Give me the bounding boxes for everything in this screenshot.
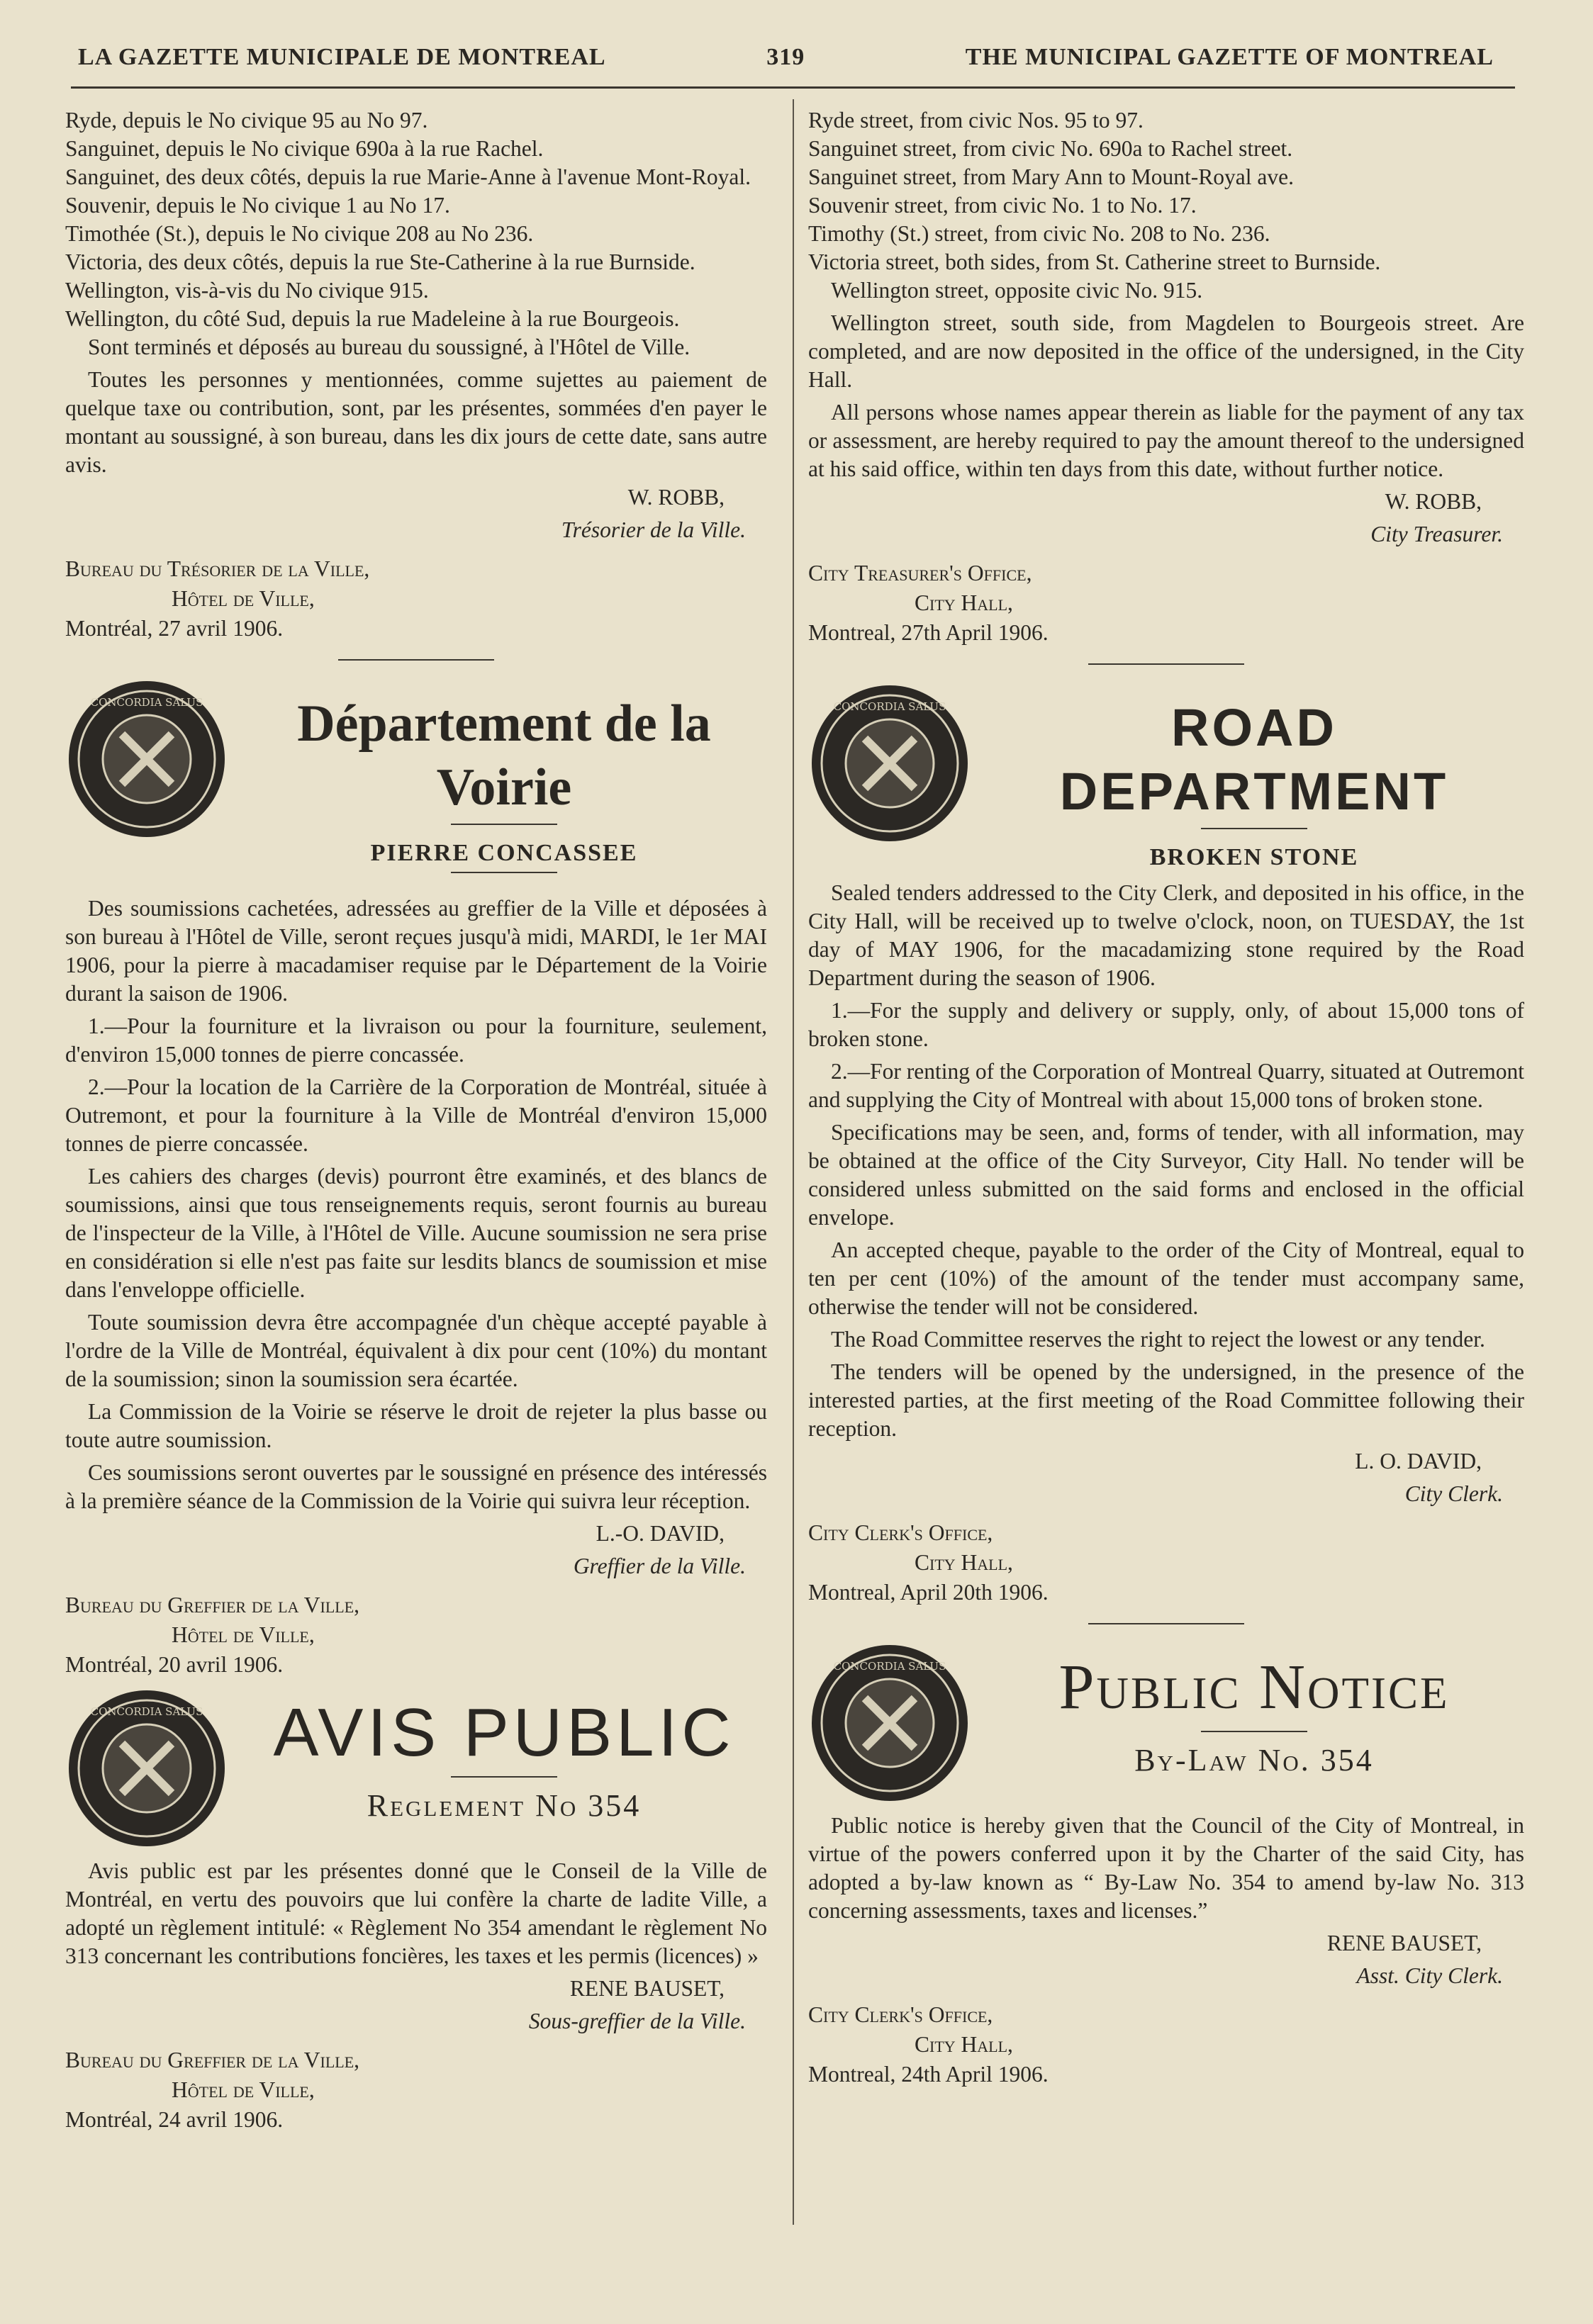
- street-item: Timothée (St.), depuis le No civique 208 au No 236.: [65, 221, 534, 246]
- office-line: Hôtel de Ville,: [172, 2077, 315, 2102]
- street-item: Sanguinet, des deux côtés, depuis la rue Marie-Anne à l'avenue Mont-Royal.: [65, 164, 751, 189]
- paragraph: Avis public est par les présentes donné que le Conseil de la Ville de Montréal, en vertu des pouvoirs que lui confère la charte de ladite Ville, a adopté un règlement intitulé: « Règlement No 354 amendant le règlement No 313 concernant les contributions foncières, les taxes et les permis (licences) »: [65, 1858, 767, 1968]
- office-line: Bureau du Trésorier de la Ville,: [65, 556, 370, 581]
- street-item: Sanguinet street, from Mary Ann to Mount-Royal ave.: [808, 164, 1295, 189]
- title-rule: [1201, 828, 1307, 829]
- svg-text:CONCORDIA SALUS: CONCORDIA SALUS: [90, 696, 203, 709]
- street-item: Sanguinet, depuis le No civique 690a à la rue Rachel.: [65, 136, 544, 161]
- street-item: Wellington, vis-à-vis du No civique 915.: [65, 278, 429, 303]
- notice-title: Département de la Voirie: [297, 695, 711, 816]
- paragraph: Toute soumission devra être accompagnée d'un chèque accepté payable à l'ordre de la Ville de Montréal, équivalent à dix pour cent (10%) du montant de la soumission; sinon la soumission sera écartée.: [65, 1310, 767, 1391]
- city-seal-icon: [65, 1687, 228, 1850]
- signature-title: Sous-greffier de la Ville.: [528, 2009, 746, 2033]
- separator-rule: [338, 659, 494, 661]
- signature-title: City Treasurer.: [1370, 522, 1503, 546]
- office-date: Montreal, April 20th 1906.: [808, 1580, 1049, 1605]
- city-seal-icon: [808, 1641, 971, 1804]
- signature-name: L. O. DAVID,: [1355, 1449, 1482, 1473]
- voirie-header: [65, 678, 767, 887]
- paragraph: Wellington street, south side, from Magdelen to Bourgeois street. Are completed, and are now deposited in the office of the undersigned, in the City Hall.: [808, 310, 1524, 392]
- street-list-fr: [65, 106, 767, 333]
- paragraph: Sont terminés et déposés au bureau du soussigné, à l'Hôtel de Ville.: [88, 335, 691, 359]
- office-line: Hôtel de Ville,: [172, 586, 315, 611]
- separator-rule: [1088, 1623, 1244, 1624]
- paragraph: 1.—For the supply and delivery or supply, only, of about 15,000 tons of broken stone.: [808, 998, 1524, 1051]
- office-date: Montréal, 20 avril 1906.: [65, 1652, 284, 1677]
- paragraph: The Road Committee reserves the right to reject the lowest or any tender.: [831, 1327, 1485, 1352]
- office-date: Montréal, 24 avril 1906.: [65, 2107, 284, 2132]
- office-line: City Clerk's Office,: [808, 1520, 993, 1545]
- road-title-block: [984, 682, 1524, 872]
- paragraph: Wellington street, opposite civic No. 915.: [831, 278, 1203, 303]
- office-date: Montreal, 24th April 1906.: [808, 2062, 1049, 2087]
- street-item: Ryde, depuis le No civique 95 au No 97.: [65, 108, 428, 133]
- notice-subtitle: BROKEN STONE: [1149, 844, 1359, 870]
- signature-name: L.-O. DAVID,: [596, 1521, 725, 1546]
- office-line: City Hall,: [915, 590, 1013, 615]
- street-item: Victoria, des deux côtés, depuis la rue Ste-Catherine à la rue Burnside.: [65, 249, 695, 274]
- office-line: City Clerk's Office,: [808, 2002, 993, 2027]
- header-french-title: LA GAZETTE MUNICIPALE DE MONTREAL: [78, 44, 606, 70]
- title-rule: [451, 1776, 557, 1778]
- city-seal-icon: [808, 682, 971, 845]
- running-header: [78, 44, 1494, 71]
- paragraph: Sealed tenders addressed to the City Clerk, and deposited in his office, in the City Hall, will be received up to twelve o'clock, noon, on TUESDAY, the 1st day of MAY 1906, for the macadamizing stone required by the Road Department during the season of 1906.: [808, 880, 1524, 990]
- public-notice-title-block: [984, 1641, 1524, 1778]
- french-column: [65, 106, 767, 2135]
- english-column: [808, 106, 1524, 2089]
- paragraph: Specifications may be seen, and, forms of tender, with all information, may be obtained at the office of the City Surveyor, City Hall. No tender will be considered unless submitted on the said forms and enclosed in the official envelope.: [808, 1120, 1524, 1230]
- office-date: Montréal, 27 avril 1906.: [65, 616, 284, 641]
- svg-text:CONCORDIA SALUS: CONCORDIA SALUS: [833, 700, 946, 713]
- street-item: Souvenir street, from civic No. 1 to No. 17.: [808, 193, 1197, 218]
- office-line: City Hall,: [915, 2032, 1013, 2057]
- notice-subtitle: PIERRE CONCASSEE: [370, 840, 638, 866]
- signature-title: Asst. City Clerk.: [1356, 1963, 1503, 1988]
- office-line: City Hall,: [915, 1550, 1013, 1575]
- street-list-en: [808, 106, 1524, 276]
- street-item: Timothy (St.) street, from civic No. 208 to No. 236.: [808, 221, 1270, 246]
- paragraph: An accepted cheque, payable to the order of the City of Montreal, equal to ten per cent (10%) of the amount of the tender must accompany same, otherwise the tender will not be considered.: [808, 1237, 1524, 1319]
- office-line: Bureau du Greffier de la Ville,: [65, 1593, 360, 1617]
- page-number: 319: [766, 44, 805, 70]
- notice-title: ROAD DEPARTMENT: [1059, 698, 1449, 821]
- svg-text:CONCORDIA SALUS: CONCORDIA SALUS: [90, 1705, 203, 1718]
- signature-title: Trésorier de la Ville.: [561, 517, 746, 542]
- title-rule: [1201, 1731, 1307, 1732]
- public-notice-header: [808, 1641, 1524, 1804]
- title-rule: [451, 824, 557, 825]
- paragraph: Public notice is hereby given that the Council of the City of Montreal, in virtue of the powers conferred upon it by the Charter of the said City, has adopted a by-law known as “ By-Law No. 354 to amend by-law No. 313 concerning assessments, taxes and licenses.”: [808, 1813, 1524, 1923]
- paragraph: Toutes les personnes y mentionnées, comme sujettes au paiement de quelque taxe ou contribution, sont, par les présentes, sommées d'en payer le montant au soussigné, à son bureau, dans les dix jours de cette date, sans autre avis.: [65, 367, 767, 477]
- notice-subtitle: Reglement No 354: [367, 1788, 642, 1823]
- city-seal-icon: [65, 678, 228, 841]
- signature-name: RENE BAUSET,: [1326, 1931, 1482, 1955]
- paragraph: 2.—Pour la location de la Carrière de la Corporation de Montréal, située à Outremont, et pour la fourniture à la Ville de Montréal d'environ 15,000 tonnes de pierre concassée.: [65, 1074, 767, 1156]
- paragraph: Des soumissions cachetées, adressées au greffier de la Ville et déposées à son bureau à l'Hôtel de Ville, seront reçues jusqu'à midi, MARDI, le 1er MAI 1906, pour la pierre à macadamiser requise par le Département de la Voirie durant la saison de 1906.: [65, 896, 767, 1006]
- street-item: Ryde street, from civic Nos. 95 to 97.: [808, 108, 1144, 133]
- office-date: Montreal, 27th April 1906.: [808, 620, 1049, 645]
- paragraph: The tenders will be opened by the undersigned, in the presence of the interested parties, at the first meeting of the Road Committee following their reception.: [808, 1359, 1524, 1441]
- road-header: [808, 682, 1524, 872]
- signature-name: W. ROBB,: [1385, 489, 1482, 514]
- signature-title: City Clerk.: [1404, 1481, 1503, 1506]
- signature-name: W. ROBB,: [627, 485, 725, 510]
- street-item: Sanguinet street, from civic No. 690a to Rachel street.: [808, 136, 1293, 161]
- separator-rule: [1088, 663, 1244, 665]
- title-rule: [451, 872, 557, 873]
- paragraph: All persons whose names appear therein as liable for the payment of any tax or assessment, are hereby required to pay the amount thereof to the undersigned at his said office, within ten days from this date, without further notice.: [808, 400, 1524, 481]
- office-line: Hôtel de Ville,: [172, 1622, 315, 1647]
- paragraph: Ces soumissions seront ouvertes par le soussigné en présence des intéressés à la première séance de la Commission de la Voirie qui suivra leur réception.: [65, 1460, 767, 1513]
- office-line: Bureau du Greffier de la Ville,: [65, 2048, 360, 2072]
- signature-title: Greffier de la Ville.: [573, 1554, 746, 1578]
- voirie-title-block: [241, 678, 767, 887]
- avis-header: [65, 1687, 767, 1850]
- street-item: Wellington, du côté Sud, depuis la rue Madeleine à la rue Bourgeois.: [65, 306, 680, 331]
- header-english-title: THE MUNICIPAL GAZETTE OF MONTREAL: [965, 44, 1494, 70]
- column-divider: [793, 99, 794, 2225]
- paragraph: 2.—For renting of the Corporation of Montreal Quarry, situated at Outremont and supplying the City of Montreal with about 15,000 tons of broken stone.: [808, 1059, 1524, 1112]
- notice-subtitle: By-Law No. 354: [1134, 1743, 1374, 1778]
- street-item: Victoria street, both sides, from St. Catherine street to Burnside.: [808, 249, 1381, 274]
- svg-text:CONCORDIA SALUS: CONCORDIA SALUS: [833, 1660, 946, 1673]
- paragraph: La Commission de la Voirie se réserve le droit de rejeter la plus basse ou toute autre soumission.: [65, 1399, 767, 1452]
- notice-title: Public Notice: [1058, 1652, 1450, 1722]
- paragraph: 1.—Pour la fourniture et la livraison ou pour la fourniture, seulement, d'environ 15,000 tonnes de pierre concassée.: [65, 1014, 767, 1067]
- street-item: Souvenir, depuis le No civique 1 au No 17.: [65, 193, 450, 218]
- office-line: City Treasurer's Office,: [808, 561, 1032, 585]
- header-rule: [71, 86, 1515, 89]
- signature-name: RENE BAUSET,: [569, 1976, 725, 2001]
- notice-title: AVIS PUBLIC: [273, 1695, 735, 1770]
- avis-title-block: [241, 1687, 767, 1823]
- paragraph: Les cahiers des charges (devis) pourront être examinés, et des blancs de soumissions, ainsi que tous renseignements requis, seront fournis au bureau de l'inspecteur de la Ville, à l'Hôtel de Ville. Aucune soumission ne sera prise en considération si elle n'est pas faite sur lesdits blancs de soumission et mise dans l'enveloppe officielle.: [65, 1164, 767, 1302]
